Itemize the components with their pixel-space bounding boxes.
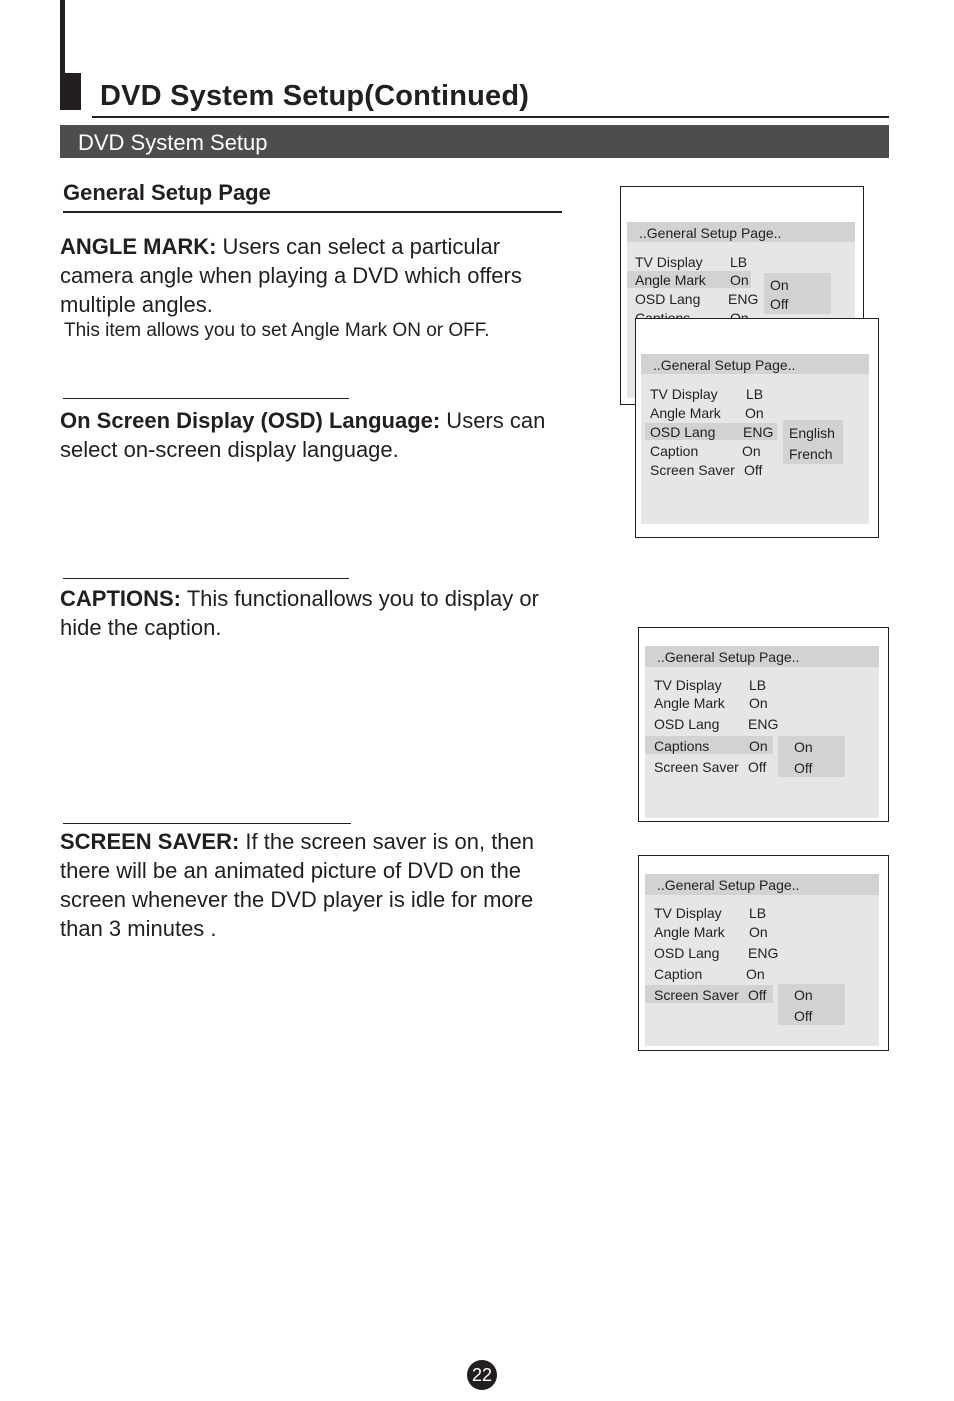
option-list	[783, 420, 843, 464]
section-band	[60, 125, 889, 158]
row-label: TV Display	[654, 905, 722, 921]
row-value: On	[742, 443, 761, 459]
menu-title: ..General Setup Page..	[657, 649, 800, 665]
subheading-underline	[63, 211, 562, 213]
row-label: TV Display	[654, 677, 722, 693]
row-value: On	[749, 695, 768, 711]
page-number: 22	[467, 1360, 497, 1390]
option-item: French	[789, 446, 833, 462]
row-value: Off	[748, 759, 767, 775]
option-item: On	[794, 739, 813, 755]
menu-screen-captions	[638, 627, 889, 822]
osd-language-term: On Screen Display (OSD) Language:	[60, 408, 441, 433]
menu-title-bar	[641, 354, 869, 374]
row-label: Angle Mark	[654, 924, 725, 940]
subheading: General Setup Page	[63, 180, 271, 205]
row-label: Caption	[654, 966, 703, 982]
angle-mark-term: ANGLE MARK:	[60, 234, 217, 259]
osd-language-body: Users can select on-screen display language.	[60, 408, 546, 462]
screen-saver-paragraph	[60, 827, 568, 943]
row-label: OSD Lang	[650, 424, 716, 440]
row-label: OSD Lang	[654, 716, 720, 732]
menu-screen-osd-language	[635, 318, 879, 538]
captions-term: CAPTIONS:	[60, 586, 181, 611]
row-label: Caption	[650, 443, 699, 459]
menu-title-bar	[627, 222, 855, 242]
row-label: Captions	[654, 738, 710, 754]
menu-title: ..General Setup Page..	[657, 877, 800, 893]
menu-title-bar	[645, 646, 879, 667]
row-value: On	[749, 924, 768, 940]
option-item: English	[789, 425, 835, 441]
title-underline	[92, 116, 889, 118]
row-value: LB	[730, 254, 748, 270]
row-label: Screen Saver	[654, 759, 739, 775]
menu-panel	[645, 646, 879, 818]
row-value: ENG	[743, 424, 774, 440]
row-value: Off	[744, 462, 763, 478]
section-title: DVD System Setup	[78, 130, 268, 155]
captions-body: This functionallows you to display or hide the caption.	[60, 586, 539, 640]
option-list	[778, 736, 845, 777]
row-label: Angle Mark	[635, 272, 706, 288]
row-value: On	[745, 405, 764, 421]
option-list	[778, 984, 845, 1025]
divider	[63, 398, 349, 399]
row-label: TV Display	[635, 254, 703, 270]
row-value: On	[749, 738, 768, 754]
screen-saver-term: SCREEN SAVER:	[60, 829, 240, 854]
row-label: OSD Lang	[654, 945, 720, 961]
row-value: LB	[749, 677, 767, 693]
screen-saver-body: If the screen saver is on, then there will be an animated picture of DVD on the screen whenever the DVD player is idle for more than 3 minutes .	[60, 829, 535, 941]
row-value: LB	[749, 905, 767, 921]
option-item: Off	[794, 760, 813, 776]
option-item: On	[794, 987, 813, 1003]
row-value: ENG	[748, 716, 779, 732]
page-title: DVD System Setup(Continued)	[100, 80, 530, 112]
angle-mark-body: Users can select a particular camera angle when playing a DVD which offers multiple angles.	[60, 234, 522, 317]
row-value: ENG	[728, 291, 759, 307]
menu-title: ..General Setup Page..	[639, 225, 782, 241]
row-label: OSD Lang	[635, 291, 701, 307]
row-label: Screen Saver	[650, 462, 735, 478]
option-item: Off	[794, 1008, 813, 1024]
angle-mark-note: This item allows you to set Angle Mark ON or OFF.	[64, 320, 490, 341]
row-value: On	[730, 272, 749, 288]
captions-paragraph	[60, 584, 572, 642]
row-value: LB	[746, 386, 764, 402]
divider	[63, 578, 349, 579]
row-value: Off	[748, 987, 767, 1003]
row-label: Screen Saver	[654, 987, 739, 1003]
angle-mark-paragraph	[60, 232, 575, 319]
menu-title: ..General Setup Page..	[653, 357, 796, 373]
option-item: On	[770, 277, 789, 293]
menu-title-bar	[645, 874, 879, 895]
row-value: On	[746, 966, 765, 982]
option-list	[764, 273, 831, 314]
menu-screen-screen-saver	[638, 855, 889, 1051]
header-block	[60, 73, 81, 110]
row-value: ENG	[748, 945, 779, 961]
row-label: Angle Mark	[654, 695, 725, 711]
row-label: TV Display	[650, 386, 718, 402]
osd-language-paragraph	[60, 406, 570, 464]
row-label: Angle Mark	[650, 405, 721, 421]
option-item: Off	[770, 296, 789, 312]
divider	[63, 823, 351, 824]
